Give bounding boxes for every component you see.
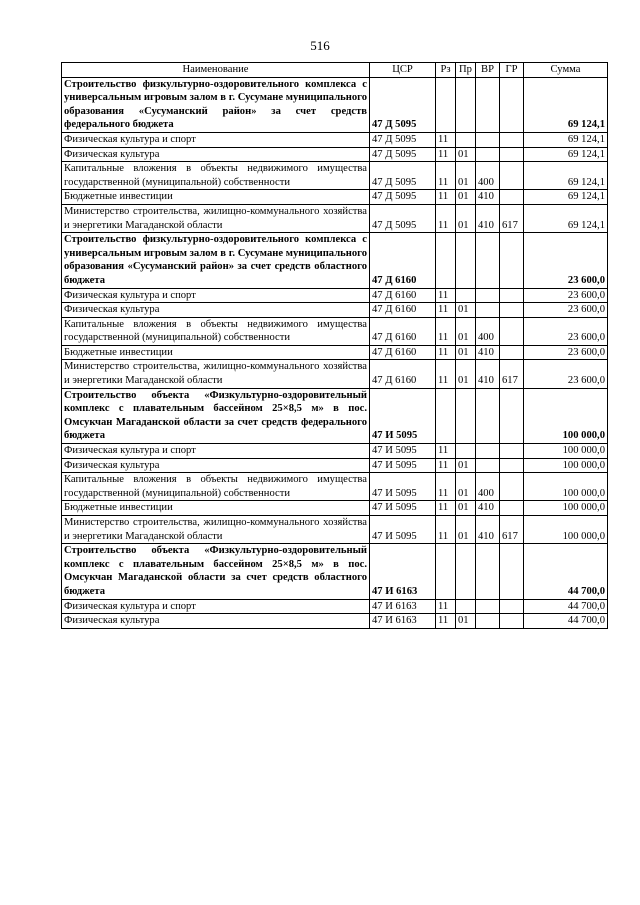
cell-csr: 47 Д 5095 xyxy=(370,147,436,162)
table-row xyxy=(62,614,608,629)
cell-rz: 11 xyxy=(436,345,456,360)
cell-name: Капитальные вложения в объекты недвижимого имущества государственной (муниципальной) собственности xyxy=(62,162,370,190)
cell-pr: 01 xyxy=(456,190,476,205)
cell-sum: 23 600,0 xyxy=(524,303,608,318)
cell-rz: 11 xyxy=(436,473,456,501)
cell-vr: 410 xyxy=(476,345,500,360)
cell-rz: 11 xyxy=(436,360,456,388)
cell-rz: 11 xyxy=(436,303,456,318)
cell-rz: 11 xyxy=(436,204,456,232)
cell-gr xyxy=(500,162,524,190)
cell-pr xyxy=(456,132,476,147)
cell-vr: 400 xyxy=(476,317,500,345)
cell-gr: 617 xyxy=(500,360,524,388)
cell-csr: 47 И 5095 xyxy=(370,473,436,501)
cell-name: Физическая культура и спорт xyxy=(62,132,370,147)
cell-sum: 69 124,1 xyxy=(524,77,608,132)
cell-rz xyxy=(436,388,456,443)
cell-name: Капитальные вложения в объекты недвижимого имущества государственной (муниципальной) собственности xyxy=(62,317,370,345)
cell-name: Строительство физкультурно-оздоровительного комплекса с универсальным игровым залом в г. Сусумане муниципального образования «Сусуманский район» за счет средств областного бюджета xyxy=(62,233,370,288)
cell-sum: 44 700,0 xyxy=(524,599,608,614)
cell-gr: 617 xyxy=(500,516,524,544)
cell-vr xyxy=(476,147,500,162)
cell-csr: 47 Д 5095 xyxy=(370,204,436,232)
cell-pr: 01 xyxy=(456,317,476,345)
cell-gr xyxy=(500,132,524,147)
cell-name: Физическая культура xyxy=(62,147,370,162)
cell-pr xyxy=(456,388,476,443)
cell-vr: 410 xyxy=(476,360,500,388)
cell-pr xyxy=(456,544,476,599)
table-row xyxy=(62,190,608,205)
cell-gr xyxy=(500,190,524,205)
cell-csr: 47 Д 6160 xyxy=(370,233,436,288)
table-row xyxy=(62,544,608,599)
cell-pr: 01 xyxy=(456,516,476,544)
table-row xyxy=(62,317,608,345)
cell-name: Министерство строительства, жилищно-коммунального хозяйства и энергетики Магаданской области xyxy=(62,204,370,232)
cell-name: Министерство строительства, жилищно-коммунального хозяйства и энергетики Магаданской области xyxy=(62,360,370,388)
cell-sum: 100 000,0 xyxy=(524,388,608,443)
table-row xyxy=(62,77,608,132)
cell-pr: 01 xyxy=(456,345,476,360)
cell-vr xyxy=(476,233,500,288)
cell-pr xyxy=(456,233,476,288)
cell-rz: 11 xyxy=(436,444,456,459)
cell-pr xyxy=(456,444,476,459)
cell-name: Физическая культура и спорт xyxy=(62,288,370,303)
cell-name: Министерство строительства, жилищно-коммунального хозяйства и энергетики Магаданской области xyxy=(62,516,370,544)
cell-csr: 47 Д 5095 xyxy=(370,162,436,190)
cell-name: Физическая культура xyxy=(62,458,370,473)
cell-vr xyxy=(476,458,500,473)
cell-sum: 44 700,0 xyxy=(524,544,608,599)
table-row xyxy=(62,473,608,501)
cell-name: Физическая культура xyxy=(62,614,370,629)
cell-vr: 400 xyxy=(476,473,500,501)
table-row xyxy=(62,458,608,473)
table-row xyxy=(62,501,608,516)
cell-sum: 100 000,0 xyxy=(524,458,608,473)
cell-name: Строительство объекта «Физкультурно-оздоровительный комплекс с плавательным бассейном 25×8,5 м» в пос. Омсукчан Магаданской области за счет средств областного бюджета xyxy=(62,544,370,599)
cell-name: Бюджетные инвестиции xyxy=(62,501,370,516)
cell-vr: 410 xyxy=(476,516,500,544)
cell-name: Строительство физкультурно-оздоровительного комплекса с универсальным игровым залом в г. Сусумане муниципального образования «Сусуманский район» за счет средств федерального бюджета xyxy=(62,77,370,132)
page-number: 516 xyxy=(310,38,330,53)
cell-name: Физическая культура и спорт xyxy=(62,444,370,459)
cell-pr xyxy=(456,599,476,614)
cell-pr: 01 xyxy=(456,147,476,162)
cell-sum: 100 000,0 xyxy=(524,516,608,544)
cell-vr xyxy=(476,614,500,629)
table-row xyxy=(62,288,608,303)
cell-gr xyxy=(500,388,524,443)
cell-pr: 01 xyxy=(456,458,476,473)
cell-rz: 11 xyxy=(436,501,456,516)
cell-sum: 69 124,1 xyxy=(524,204,608,232)
cell-sum: 23 600,0 xyxy=(524,233,608,288)
cell-sum: 44 700,0 xyxy=(524,614,608,629)
cell-name: Бюджетные инвестиции xyxy=(62,345,370,360)
cell-sum: 69 124,1 xyxy=(524,190,608,205)
column-header-pr: Пр xyxy=(456,63,476,78)
table-row xyxy=(62,444,608,459)
table-row xyxy=(62,599,608,614)
cell-csr: 47 И 5095 xyxy=(370,516,436,544)
table-row xyxy=(62,345,608,360)
cell-csr: 47 И 6163 xyxy=(370,599,436,614)
cell-pr: 01 xyxy=(456,473,476,501)
cell-csr: 47 Д 6160 xyxy=(370,345,436,360)
cell-vr xyxy=(476,77,500,132)
cell-csr: 47 И 5095 xyxy=(370,501,436,516)
cell-gr xyxy=(500,473,524,501)
column-header-name: Наименование xyxy=(62,63,370,78)
cell-gr xyxy=(500,501,524,516)
budget-table xyxy=(61,62,608,629)
cell-rz: 11 xyxy=(436,132,456,147)
table-header-row xyxy=(62,63,608,78)
cell-csr: 47 И 5095 xyxy=(370,388,436,443)
cell-pr: 01 xyxy=(456,501,476,516)
cell-vr: 410 xyxy=(476,190,500,205)
cell-csr: 47 Д 6160 xyxy=(370,317,436,345)
cell-csr: 47 Д 6160 xyxy=(370,288,436,303)
cell-sum: 69 124,1 xyxy=(524,147,608,162)
cell-gr xyxy=(500,317,524,345)
cell-pr: 01 xyxy=(456,204,476,232)
cell-rz: 11 xyxy=(436,147,456,162)
cell-vr: 410 xyxy=(476,501,500,516)
cell-rz: 11 xyxy=(436,162,456,190)
cell-sum: 69 124,1 xyxy=(524,162,608,190)
cell-sum: 100 000,0 xyxy=(524,444,608,459)
cell-gr xyxy=(500,599,524,614)
column-header-vr: ВР xyxy=(476,63,500,78)
cell-csr: 47 И 6163 xyxy=(370,544,436,599)
cell-gr xyxy=(500,288,524,303)
cell-csr: 47 И 5095 xyxy=(370,444,436,459)
cell-sum: 100 000,0 xyxy=(524,473,608,501)
cell-rz: 11 xyxy=(436,614,456,629)
cell-gr xyxy=(500,77,524,132)
cell-csr: 47 Д 5095 xyxy=(370,190,436,205)
cell-gr xyxy=(500,345,524,360)
cell-pr: 01 xyxy=(456,360,476,388)
cell-sum: 23 600,0 xyxy=(524,345,608,360)
cell-rz: 11 xyxy=(436,288,456,303)
cell-vr xyxy=(476,303,500,318)
table-row xyxy=(62,303,608,318)
cell-csr: 47 И 5095 xyxy=(370,458,436,473)
cell-gr xyxy=(500,458,524,473)
cell-csr: 47 Д 5095 xyxy=(370,77,436,132)
cell-sum: 100 000,0 xyxy=(524,501,608,516)
cell-name: Строительство объекта «Физкультурно-оздоровительный комплекс с плавательным бассейном 25×8,5 м» в пос. Омсукчан Магаданской области за счет средств федерального бюджета xyxy=(62,388,370,443)
column-header-rz: Рз xyxy=(436,63,456,78)
cell-sum: 23 600,0 xyxy=(524,288,608,303)
cell-pr: 01 xyxy=(456,614,476,629)
cell-csr: 47 И 6163 xyxy=(370,614,436,629)
table-row xyxy=(62,132,608,147)
cell-gr xyxy=(500,614,524,629)
cell-name: Физическая культура xyxy=(62,303,370,318)
table-row xyxy=(62,233,608,288)
cell-rz: 11 xyxy=(436,190,456,205)
cell-gr xyxy=(500,544,524,599)
cell-vr: 400 xyxy=(476,162,500,190)
table-row xyxy=(62,147,608,162)
cell-gr xyxy=(500,303,524,318)
cell-gr xyxy=(500,233,524,288)
cell-rz xyxy=(436,233,456,288)
cell-sum: 23 600,0 xyxy=(524,360,608,388)
cell-rz xyxy=(436,77,456,132)
cell-rz: 11 xyxy=(436,317,456,345)
cell-vr xyxy=(476,444,500,459)
cell-vr xyxy=(476,544,500,599)
cell-pr xyxy=(456,288,476,303)
cell-sum: 69 124,1 xyxy=(524,132,608,147)
cell-rz: 11 xyxy=(436,516,456,544)
cell-name: Капитальные вложения в объекты недвижимого имущества государственной (муниципальной) собственности xyxy=(62,473,370,501)
table-row xyxy=(62,204,608,232)
table-body xyxy=(62,77,608,628)
cell-gr xyxy=(500,147,524,162)
cell-csr: 47 Д 5095 xyxy=(370,132,436,147)
cell-vr xyxy=(476,132,500,147)
cell-rz: 11 xyxy=(436,458,456,473)
cell-pr: 01 xyxy=(456,303,476,318)
column-header-sum: Сумма xyxy=(524,63,608,78)
cell-vr xyxy=(476,288,500,303)
table-row xyxy=(62,360,608,388)
cell-vr xyxy=(476,599,500,614)
cell-vr xyxy=(476,388,500,443)
column-header-gr: ГР xyxy=(500,63,524,78)
table-row xyxy=(62,388,608,443)
cell-pr xyxy=(456,77,476,132)
cell-gr: 617 xyxy=(500,204,524,232)
cell-csr: 47 Д 6160 xyxy=(370,303,436,318)
cell-rz xyxy=(436,544,456,599)
column-header-csr: ЦСР xyxy=(370,63,436,78)
cell-name: Бюджетные инвестиции xyxy=(62,190,370,205)
cell-rz: 11 xyxy=(436,599,456,614)
table-row xyxy=(62,162,608,190)
cell-gr xyxy=(500,444,524,459)
table-row xyxy=(62,516,608,544)
cell-vr: 410 xyxy=(476,204,500,232)
cell-pr: 01 xyxy=(456,162,476,190)
cell-name: Физическая культура и спорт xyxy=(62,599,370,614)
cell-csr: 47 Д 6160 xyxy=(370,360,436,388)
cell-sum: 23 600,0 xyxy=(524,317,608,345)
